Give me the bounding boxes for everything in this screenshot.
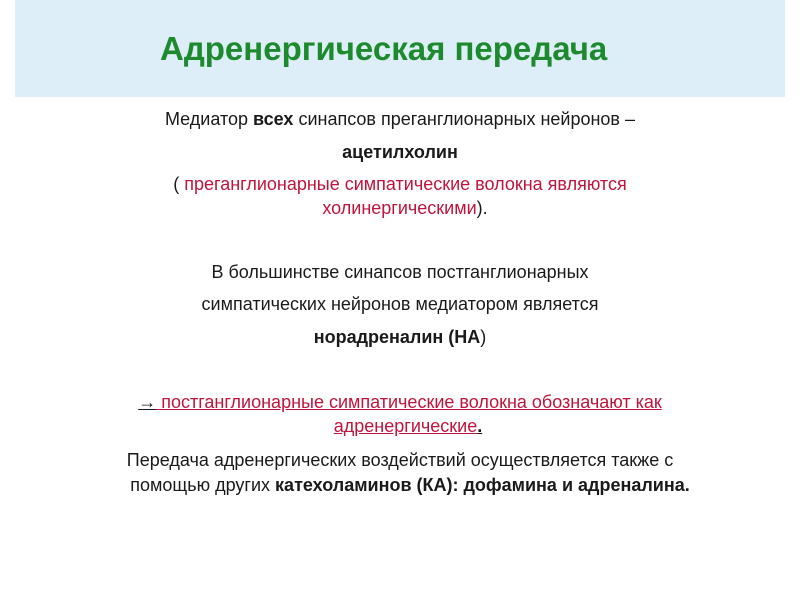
paragraph-catecholamines-line-1 — [0, 449, 800, 471]
text-segment: В большинстве синапсов постганглионарных — [211, 262, 589, 282]
text-segment: синапсов преганглионарных нейронов – — [293, 109, 636, 129]
red-underlined-text: постганглионарные симпатические волокна обозначают как — [156, 392, 662, 412]
text-segment: Медиатор — [164, 109, 254, 129]
term-acetylcholine — [0, 141, 800, 163]
red-note-text: преганглионарные симпатические волокна являются — [184, 174, 627, 194]
bold-term: норадреналин (НА — [313, 327, 481, 347]
paragraph-mediator-line-1 — [0, 108, 800, 130]
paragraph-note-line-1 — [0, 173, 800, 195]
page-title: Адренергическая передача — [160, 30, 608, 67]
text-segment: помощью других — [130, 475, 276, 495]
paragraph-postganglionic-line-1 — [0, 261, 800, 283]
red-note-text: холинергическими — [322, 198, 477, 218]
bold-term: ацетилхолин — [342, 142, 458, 162]
open-paren: ( — [173, 174, 185, 194]
text-segment: симпатических нейронов медиатором является — [201, 294, 599, 314]
arrow-right-icon: → — [138, 392, 157, 412]
conclusion-line-2 — [8, 415, 800, 437]
paragraph-note-line-2 — [5, 197, 800, 219]
text-segment: Передача адренергических воздействий осуществляется также с — [126, 450, 674, 470]
term-noradrenaline — [0, 326, 800, 348]
paragraph-catecholamines-line-2 — [10, 474, 800, 496]
conclusion-line-1 — [0, 391, 800, 413]
period: . — [477, 416, 483, 436]
close-paren: ) — [480, 327, 487, 347]
red-underlined-text: адренергические — [333, 416, 478, 436]
close-paren: ). — [476, 198, 488, 218]
bold-word-all: всех — [253, 109, 294, 129]
bold-term: катехоламинов (КА): дофамина и адреналина. — [275, 475, 690, 495]
paragraph-postganglionic-line-2 — [0, 293, 800, 315]
